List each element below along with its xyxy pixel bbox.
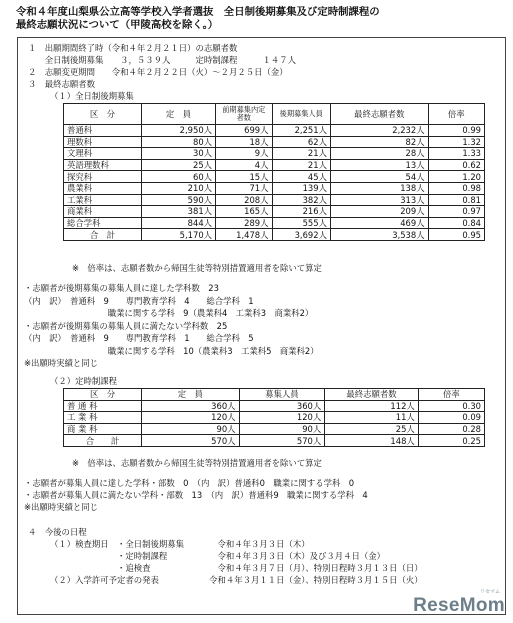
- cell-name: 総合学科: [64, 217, 142, 229]
- cell-post: 21人: [272, 159, 330, 171]
- table-header-row: [64, 389, 485, 401]
- cell-pre: 9人: [216, 148, 272, 160]
- table-row: [64, 412, 485, 424]
- note-line: ・志願者が後期募集の募集人員に達した学科数 23: [24, 283, 219, 293]
- total-ratio: 0.95: [428, 229, 484, 241]
- note-line: （２）入学許可予定者の発表 令和４年３月１１日（金）、特別日程時３月１５日（火）: [50, 575, 423, 585]
- cell-name: 農業科: [64, 182, 142, 194]
- total-row: [64, 229, 485, 241]
- cell-cap: 2,950人: [141, 125, 215, 137]
- table-2-note: ※ 倍率は、志願者数から帰国生徒等特別措置適用者を除いて算定: [72, 458, 322, 468]
- cell-final: 54人: [330, 171, 428, 183]
- cell-ratio: 1.20: [428, 171, 484, 183]
- col-header-final: 最終志願者数: [330, 104, 428, 125]
- total-final: 148人: [325, 435, 419, 447]
- total-ratio: 0.25: [418, 435, 484, 447]
- cell-name: 普通科: [64, 125, 142, 137]
- cell-post: 21人: [272, 148, 330, 160]
- table-row: [64, 217, 485, 229]
- table-row: [64, 194, 485, 206]
- cell-final: 469人: [330, 217, 428, 229]
- cell-cap: 360人: [142, 400, 239, 412]
- cell-cap: 381人: [141, 206, 215, 218]
- note-line: ※出願時実績と同じ: [24, 358, 99, 368]
- note-line: （１）検査期日 ・全日制後期募集 令和４年３月３日（木）: [50, 539, 310, 549]
- cell-final: 25人: [325, 423, 419, 435]
- col-header-recruit: 募集人員: [239, 389, 325, 401]
- cell-pre: 71人: [216, 182, 272, 194]
- total-final: 3,538人: [330, 229, 428, 241]
- col-header-capacity: 定 員: [142, 389, 239, 401]
- cell-final: 313人: [330, 194, 428, 206]
- cell-cap: 60人: [141, 171, 215, 183]
- total-name: 合 計: [64, 229, 142, 241]
- cell-final: 112人: [325, 400, 419, 412]
- subsection-1-heading: （１）全日制後期募集: [50, 91, 134, 101]
- note-line: ・志願者が募集人員に満たない学科・部数 13 （内 訳）普通科9 職業に関する学科 4: [24, 490, 368, 500]
- title-line-2: 最終志願状況について（甲陵高校を除く。）: [16, 19, 219, 31]
- cell-pre: 15人: [216, 171, 272, 183]
- cell-final: 13人: [330, 159, 428, 171]
- cell-final: 138人: [330, 182, 428, 194]
- table-1-note: ※ 倍率は、志願者数から帰国生徒等特別措置適用者を除いて算定: [72, 263, 322, 273]
- cell-cap: 90人: [142, 423, 239, 435]
- parttime-table: [63, 388, 485, 447]
- note-line: ・追検査 令和４年３月７日（月）、特別日程時３月１３日（日）: [50, 563, 423, 573]
- total-pre: 1,478人: [216, 229, 272, 241]
- cell-name: 工業科: [64, 194, 142, 206]
- section-1-heading: １ 出願期間終了時（令和４年２月２１日）の志願者数: [28, 43, 238, 53]
- cell-rec: 120人: [239, 412, 325, 424]
- cell-post: 139人: [272, 182, 330, 194]
- table-row: [64, 136, 485, 148]
- cell-pre: 208人: [216, 194, 272, 206]
- cell-cap: 120人: [142, 412, 239, 424]
- cell-ratio: 0.81: [428, 194, 484, 206]
- cell-name: 英語理数科: [64, 159, 142, 171]
- note-line: （内 訳） 普通科 9 専門教育学科 1 総合学科 5: [24, 333, 254, 343]
- cell-pre: 4人: [216, 159, 272, 171]
- cell-pre: 18人: [216, 136, 272, 148]
- cell-cap: 80人: [141, 136, 215, 148]
- cell-ratio: 0.98: [428, 182, 484, 194]
- col-header-final: 最終志願者数: [325, 389, 419, 401]
- cell-pre: 289人: [216, 217, 272, 229]
- cell-pre: 165人: [216, 206, 272, 218]
- cell-ratio: 0.97: [428, 206, 484, 218]
- table-row: [64, 206, 485, 218]
- col-header-category: 区 分: [64, 389, 142, 401]
- note-line: ・志願者が後期募集の募集人員に満たない学科数 25: [24, 320, 228, 331]
- cell-final: 11人: [325, 412, 419, 424]
- table-row: [64, 125, 485, 137]
- table-header-row: [64, 104, 485, 125]
- cell-name: 理数科: [64, 136, 142, 148]
- table-row: [64, 423, 485, 435]
- col-header-post-recruit: 後期募集人員: [272, 104, 330, 125]
- cell-name: 文理科: [64, 148, 142, 160]
- col-header-ratio: 倍率: [418, 389, 484, 401]
- table-row: [64, 148, 485, 160]
- section-1-detail: 全日制後期募集 ３，５３９人 定時制課程 １４７人: [28, 55, 296, 65]
- cell-post: 555人: [272, 217, 330, 229]
- cell-ratio: 0.30: [418, 400, 484, 412]
- note-line: 職業に関する学科 10（農業科3 工業科5 商業科2）: [24, 345, 319, 356]
- section-4-heading: ４ 今後の日程: [28, 527, 87, 537]
- cell-final: 28人: [330, 148, 428, 160]
- cell-cap: 30人: [141, 148, 215, 160]
- note-line: ・定時制課程 令和４年３月３日（木）及び３月４日（金）: [50, 551, 385, 561]
- total-cap: 5,170人: [141, 229, 215, 241]
- cell-ratio: 0.09: [418, 412, 484, 424]
- table-row: [64, 171, 485, 183]
- cell-post: 382人: [272, 194, 330, 206]
- cell-final: 82人: [330, 136, 428, 148]
- col-header-ratio: 倍率: [428, 104, 484, 125]
- cell-final: 209人: [330, 206, 428, 218]
- table-row: [64, 182, 485, 194]
- cell-cap: 844人: [141, 217, 215, 229]
- cell-ratio: 1.33: [428, 148, 484, 160]
- cell-rec: 360人: [239, 400, 325, 412]
- total-rec: 570人: [239, 435, 325, 447]
- subsection-2-heading: （２）定時制課程: [50, 376, 117, 386]
- cell-ratio: 0.99: [428, 125, 484, 137]
- note-line: ・志願者が募集人員に達した学科・部数 0 （内 訳）普通科0 職業に関する学科 0: [24, 478, 355, 488]
- cell-cap: 210人: [141, 182, 215, 194]
- cell-cap: 25人: [141, 159, 215, 171]
- col-header-category: 区 分: [64, 104, 142, 125]
- note-line: （内 訳） 普通科 9 専門教育学科 4 総合学科 1: [24, 295, 254, 306]
- cell-post: 62人: [272, 136, 330, 148]
- title-line-1: 令和４年度山梨県公立高等学校入学者選抜 全日制後期募集及び定時制課程の: [16, 6, 380, 18]
- document-title: [16, 6, 506, 32]
- parttime-table-body: [64, 400, 485, 446]
- cell-ratio: 1.32: [428, 136, 484, 148]
- cell-ratio: 0.28: [418, 423, 484, 435]
- total-name: 合 計: [64, 435, 142, 447]
- col-header-pre-admits: 前期募集内定者数: [216, 104, 272, 125]
- logo-subtext: リセマム: [480, 589, 500, 595]
- cell-name: 工 業 科: [64, 412, 142, 424]
- cell-name: 普 通 科: [64, 400, 142, 412]
- table-row: [64, 400, 485, 412]
- cell-post: 216人: [272, 206, 330, 218]
- section-2-heading: ２ 志願変更期間 令和４年２月２２日（火）～２月２５日（金）: [28, 67, 288, 77]
- section-3-heading: ３ 最終志願者数: [28, 79, 95, 89]
- cell-ratio: 0.62: [428, 159, 484, 171]
- cell-post: 2,251人: [272, 125, 330, 137]
- cell-ratio: 0.84: [428, 217, 484, 229]
- note-line: ※出願時実績と同じ: [24, 502, 99, 512]
- cell-post: 45人: [272, 171, 330, 183]
- total-row: [64, 435, 485, 447]
- col-header-capacity: 定 員: [141, 104, 215, 125]
- resemom-logo: ReseMom: [413, 595, 505, 616]
- fulltime-table-body: [64, 125, 485, 241]
- table-row: [64, 159, 485, 171]
- cell-name: 探究科: [64, 171, 142, 183]
- total-cap: 570人: [142, 435, 239, 447]
- fulltime-table: [63, 103, 485, 241]
- cell-rec: 90人: [239, 423, 325, 435]
- cell-cap: 590人: [141, 194, 215, 206]
- note-line: 職業に関する学科 9（農業科4 工業科3 商業科2）: [24, 308, 314, 318]
- total-post: 3,692人: [272, 229, 330, 241]
- cell-pre: 699人: [216, 125, 272, 137]
- cell-name: 商 業 科: [64, 423, 142, 435]
- cell-final: 2,232人: [330, 125, 428, 137]
- cell-name: 商業科: [64, 206, 142, 218]
